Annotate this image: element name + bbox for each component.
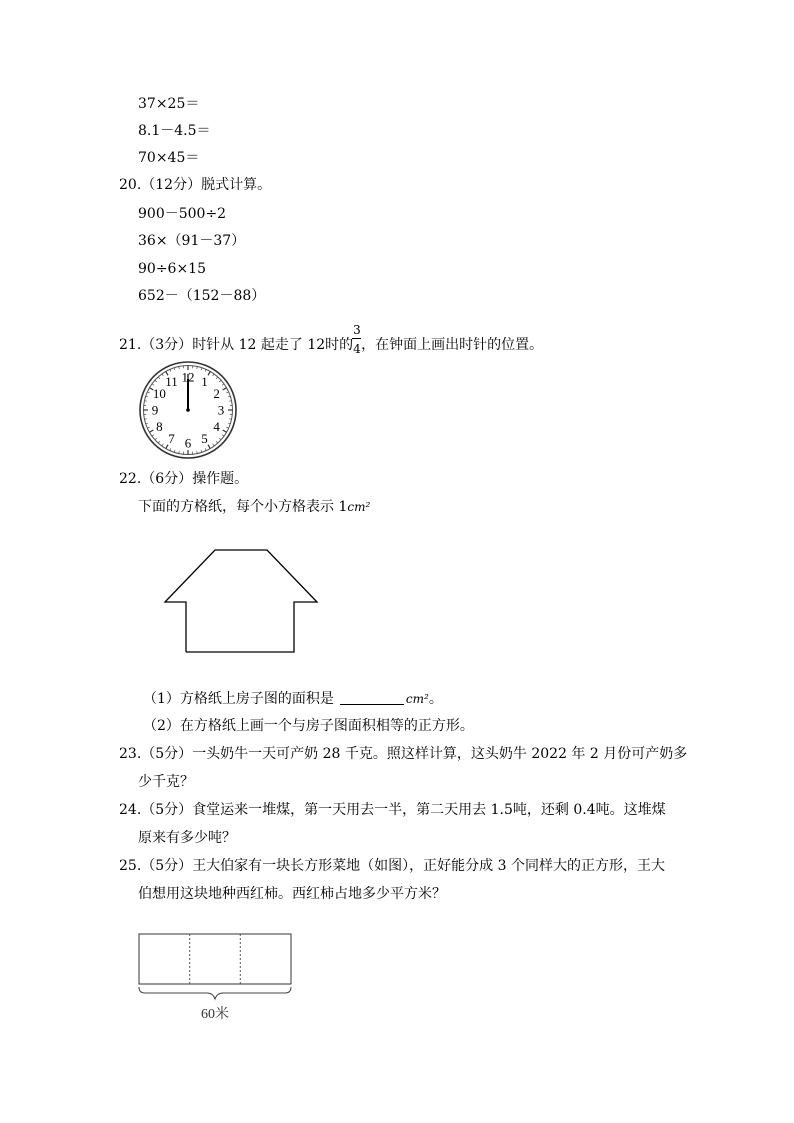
clock-number: 11 [165, 373, 178, 389]
clock-center [186, 408, 190, 412]
q22-part2: （2）在方格纸上画一个与房子图面积相等的正方形。 [143, 718, 474, 734]
q24-number: 24. [119, 802, 142, 818]
clock-number: 4 [213, 419, 220, 434]
q21-number: 21. [119, 337, 142, 353]
q25-points: （5分） [141, 858, 193, 874]
clock-number: 10 [152, 386, 166, 401]
q22-prompt: 操作题。 [192, 471, 249, 487]
clock-number: 12 [181, 369, 195, 385]
q22-part1 [143, 690, 443, 708]
q25-text-1: 王大伯家有一块长方形菜地（如图），正好能分成 3 个同样大的正方形，王大 [192, 858, 665, 874]
q23-text-1: 一头奶牛一天可产奶 28 千克。照这样计算，这头奶牛 2022 年 2 月份可产奶多 [192, 746, 688, 762]
clock-face[interactable] [137, 360, 239, 460]
clock-number: 7 [168, 431, 175, 447]
q22-number: 22. [119, 471, 142, 487]
clock-number: 3 [217, 402, 225, 418]
q22-description-text: 下面的方格纸，每个小方格表示 1 [138, 499, 348, 515]
q21-text-before: 时针从 12 起走了 12时的 [192, 337, 354, 353]
q24-points: （5分） [141, 802, 193, 818]
q25-line-1 [119, 857, 665, 875]
clock-number: 8 [156, 419, 163, 434]
q24-text-1: 食堂运来一堆煤，第一天用去一半，第二天用去 1.5吨，还剩 0.4吨。这堆煤 [192, 802, 666, 818]
q19-item-2: 8.1－4.5＝ [138, 123, 211, 139]
clock-number: 6 [184, 435, 192, 451]
clock-number: 1 [201, 373, 208, 389]
clock-number: 2 [213, 386, 220, 401]
field-length-label: 60米 [201, 1007, 229, 1022]
q20-number: 20. [119, 177, 142, 193]
q22-header [119, 470, 248, 488]
house-outline [165, 550, 317, 652]
q23-line-2: 少千克？ [138, 774, 194, 790]
q22-description-unit: cm² [347, 500, 371, 514]
q23-number: 23. [119, 746, 142, 762]
q22-points: （6分） [141, 471, 193, 487]
q21-text [119, 323, 544, 356]
q22-description [138, 498, 370, 516]
q21-fraction-bar [352, 338, 361, 339]
field-rectangle [139, 934, 291, 984]
q19-item-3: 70×45＝ [138, 150, 200, 166]
field-brace [139, 987, 291, 999]
house-figure[interactable] [160, 545, 320, 655]
q22-part1-text: （1）方格纸上房子图的面积是 [143, 691, 334, 707]
q24-line-1 [119, 801, 666, 819]
q20-item-3: 90÷6×15 [138, 261, 206, 277]
q21-points: （3分） [141, 337, 193, 353]
q24-line-2: 原来有多少吨？ [138, 830, 236, 846]
q22-part1-unit: cm² [405, 692, 429, 706]
q20-points: （12分） [141, 177, 202, 193]
q22-part1-end: 。 [428, 691, 443, 707]
clock-number: 5 [201, 431, 208, 447]
q21-fraction-denominator: 4 [353, 342, 361, 356]
q23-points: （5分） [141, 746, 193, 762]
q20-item-1: 900－500÷2 [138, 206, 227, 222]
q21-fraction-numerator: 3 [353, 323, 361, 337]
q25-line-2: 伯想用这块地种西红柿。西红柿占地多少平方米？ [138, 886, 446, 902]
q20-item-2: 36×（91－37） [138, 233, 246, 249]
field-figure [135, 930, 295, 1025]
q20-prompt: 脱式计算。 [201, 177, 272, 193]
q21-text-after: ，在钟面上画出时针的位置。 [361, 337, 544, 353]
q20-header [119, 176, 271, 194]
q20-item-4: 652－（152－88） [138, 288, 266, 304]
q19-item-1: 37×25＝ [138, 96, 200, 112]
clock-number: 9 [151, 402, 159, 418]
q25-number: 25. [119, 858, 142, 874]
q23-line-1 [119, 745, 687, 763]
q22-area-answer-blank[interactable] [340, 690, 404, 705]
